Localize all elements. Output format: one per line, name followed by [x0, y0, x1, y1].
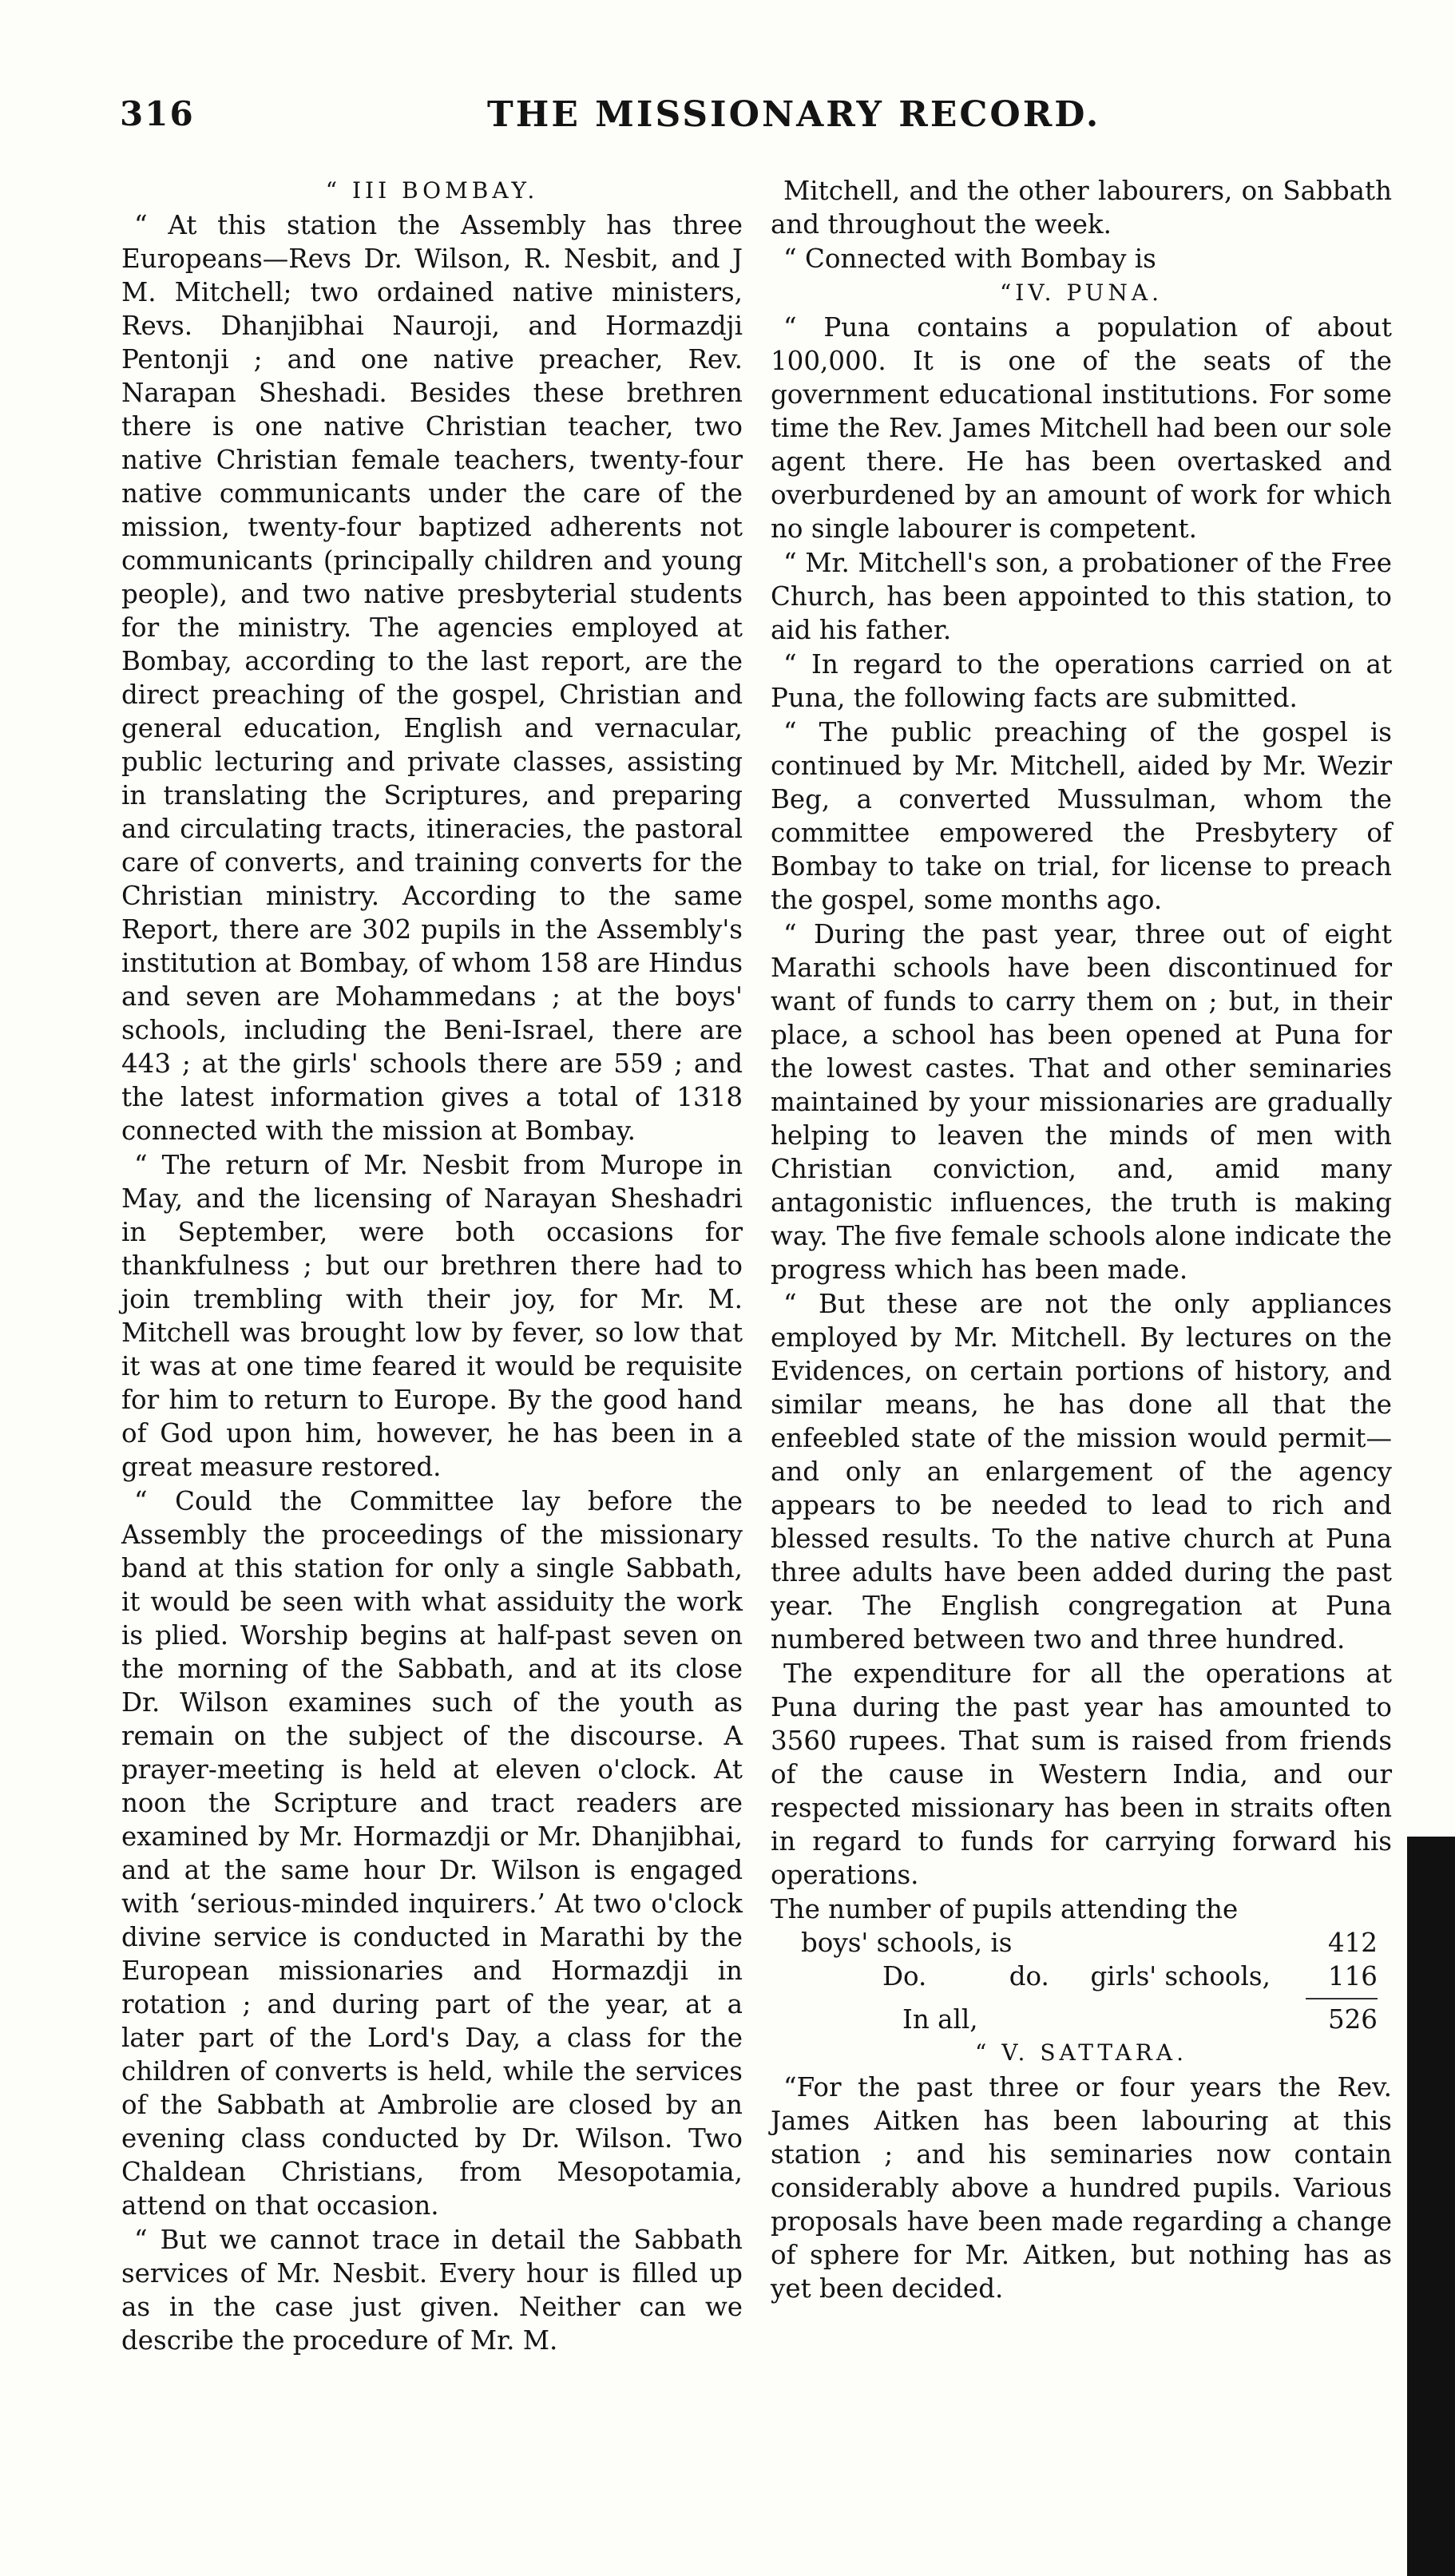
scan-edge-shadow	[1407, 1837, 1455, 2576]
pupil-tally	[771, 1892, 1392, 2036]
section-heading-sattara: “ V. SATTARA.	[975, 2039, 1187, 2066]
tally-intro: The number of pupils attending the	[771, 1894, 1239, 1924]
section-heading-puna: “IV. PUNA.	[999, 279, 1164, 306]
tally-sum-rule	[1306, 1998, 1378, 1999]
page-number: 316	[120, 94, 195, 133]
tally-boys-row	[771, 1926, 1392, 1960]
tally-total-value: 526	[1327, 2004, 1378, 2035]
tally-total-row	[771, 2003, 1392, 2036]
tally-total-label: In all,	[902, 2004, 978, 2035]
page-header	[120, 94, 1350, 142]
tally-boys-label: boys' schools, is	[801, 1928, 1013, 1958]
tally-girls-label: Do. do. girls' schools,	[882, 1961, 1271, 1991]
paragraph: The expenditure for all the operations at Puna during the past year has amounted to 3560 rupees. That sum is raised from friends of the cause in Western India, and our respected missionary has been in straits often in regard to funds for carrying forward his operations.	[771, 1659, 1392, 1890]
paragraph: “ Puna contains a population of about 100,000. It is one of the seats of the government educational institutions. For some time the Rev. James Mitchell had been our sole agent there. He has been overtasked and overburdened by an amount of work for which no single labourer is competent.	[771, 312, 1392, 544]
tally-boys-value: 412	[1327, 1928, 1378, 1958]
paragraph: “ During the past year, three out of eight Marathi schools have been discontinued for want of funds to carry them on ; but, in their place, a school has been opened at Puna for the lowest castes. That and other seminaries maintained by your missionaries are gradually helping to leaven the minds of men with Christian conviction, and, amid many antagonistic influences, the truth is making way. The five female schools alone indicate the progress which has been made.	[771, 919, 1392, 1285]
tally-girls-value: 116	[1327, 1961, 1378, 1991]
paragraph: “For the past three or four years the Rev. James Aitken has been labouring at this station ; and his seminaries now contain considerably above a hundred pupils. Various proposals have been made regarding a change of sphere for Mr. Aitken, but nothing has as yet been decided.	[771, 2072, 1392, 2304]
paragraph: “ The public preaching of the gospel is continued by Mr. Mitchell, aided by Mr. Wezir Beg, a converted Mussulman, whom the committee empowered the Presbytery of Bombay to take on trial, for license to preach the gospel, some months ago.	[771, 717, 1392, 915]
tally-girls-row	[771, 1960, 1392, 1993]
paragraph: “ At this station the Assembly has three Europeans—Revs Dr. Wilson, R. Nesbit, and J M. Mitchell; two ordained native ministers, Revs. Dhanjibhai Nauroji, and Hormazdji Pentonji ; and one native preacher, Rev. Narapan Sheshadi. Besides these brethren there is one native Christian teacher, two native Christian female teachers, twenty-four native communicants under the care of the mission, twenty-four baptized adherents not communicants (principally children and young people), and two native presbyterial students for the ministry. The agencies employed at Bombay, according to the last report, are the direct preaching of the gospel, Christian and general education, English and vernacular, public lecturing and private classes, assisting in translating the Scriptures, and preparing and circulating tracts, itineracies, the pastoral care of converts, and training converts for the Christian ministry. According to the same Report, there are 302 pupils in the Assembly's institution at Bombay, of whom 158 are Hindus and seven are Mohammedans ; at the boys' schools, including the Beni-Israel, there are 443 ; at the girls' schools there are 559 ; and the latest information gives a total of 1318 connected with the mission at Bombay.	[121, 210, 743, 1146]
paragraph: “ But we cannot trace in detail the Sabbath services of Mr. Nesbit. Every hour is filled up as in the case just given. Neither can we describe the procedure of Mr. M.	[121, 2225, 743, 2356]
paragraph: “ Mr. Mitchell's son, a probationer of the Free Church, has been appointed to this station, to aid his father.	[771, 548, 1392, 645]
tally-intro-row	[771, 1892, 1392, 1926]
paragraph: Mitchell, and the other labourers, on Sabbath and throughout the week.	[771, 176, 1392, 240]
right-column	[771, 174, 1392, 2306]
paragraph: “ In regard to the operations carried on at Puna, the following facts are submitted.	[771, 649, 1392, 713]
paragraph: “ Connected with Bombay is	[783, 244, 1156, 274]
paragraph: “ Could the Committee lay before the Assembly the proceedings of the missionary band at this station for only a single Sabbath, it would be seen with what assiduity the work is plied. Worship begins at half-past seven on the morning of the Sabbath, and at its close Dr. Wilson examines such of the youth as remain on the subject of the discourse. A prayer-meeting is held at eleven o'clock. At noon the Scripture and tract readers are examined by Mr. Hormazdji or Mr. Dhanjibhai, and at the same hour Dr. Wilson is engaged with ‘serious-minded inquirers.’ At two o'clock divine service is conducted in Marathi by the European missionaries and Hormazdji in rotation ; and during part of the year, at a later part of the Lord's Day, a class for the children of converts is held, while the services of the Sabbath at Ambrolie are closed by an evening class conducted by Dr. Wilson. Two Chaldean Christians, from Mesopotamia, attend on that occasion.	[121, 1486, 743, 2221]
paragraph: “ The return of Mr. Nesbit from Murope in May, and the licensing of Narayan Sheshadri in September, were both occasions for thankfulness ; but our brethren there had to join trembling with their joy, for Mr. M. Mitchell was brought low by fever, so low that it was at one time feared it would be requisite for him to return to Europe. By the good hand of God upon him, however, he has been in a great measure restored.	[121, 1150, 743, 1482]
left-column	[121, 174, 743, 2358]
running-title: THE MISSIONARY RECORD.	[487, 94, 1101, 135]
paragraph: “ But these are not the only appliances employed by Mr. Mitchell. By lectures on the Evidences, on certain portions of history, and similar means, he has done all that the enfeebled state of the mission would permit—and only an enlargement of the agency appears to be needed to lead to rich and blessed results. To the native church at Puna three adults have been added during the past year. The English congregation at Puna numbered between two and three hundred.	[771, 1289, 1392, 1655]
section-heading-bombay: “ III BOMBAY.	[325, 177, 539, 204]
